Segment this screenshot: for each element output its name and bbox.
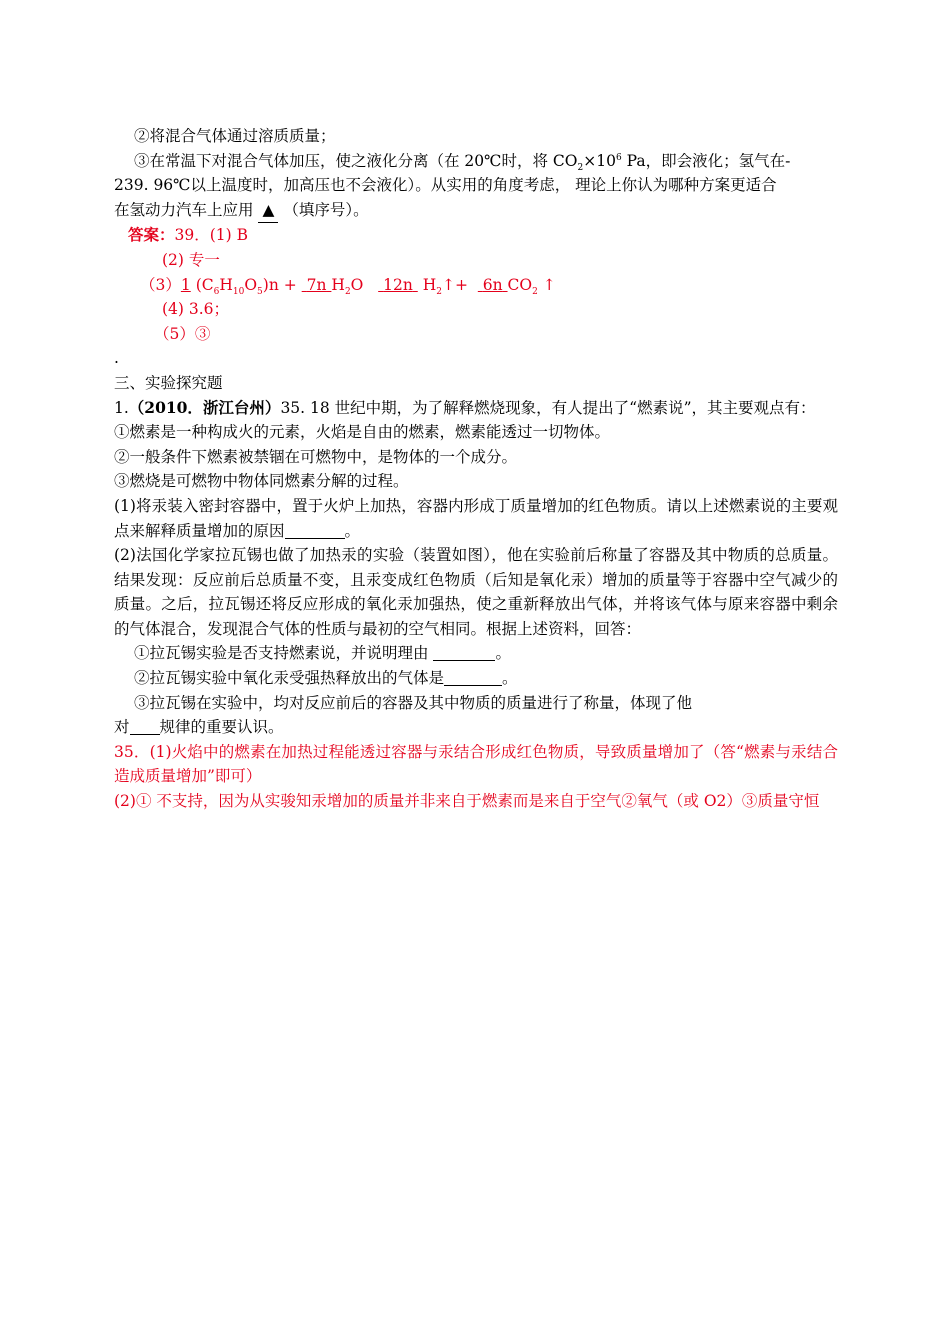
text: 规律的重要认识。 <box>159 718 284 737</box>
text: 对 <box>114 718 130 737</box>
subscript: 2 <box>532 286 538 297</box>
text: （填序号）。 <box>283 200 369 219</box>
text: （3） <box>140 275 181 294</box>
upper-item-2: ②将混合气体通过溶质质量； <box>134 127 336 145</box>
text: (1)将汞装入密封容器中，置于火炉上加热，容器内形成丁质量增加的红色物质。请以上述燃素说的主要观点来解释质量增加的原因 <box>114 496 838 540</box>
upper-item-3-line-3 <box>114 198 838 224</box>
coefficient: 7n <box>306 275 327 294</box>
question-1-point-2: ②一般条件下燃素被禁锢在可燃物中，是物体的一个成分。 <box>114 447 518 466</box>
document-page <box>114 124 838 814</box>
text: ③在常温下对混合气体加压，使之液化分离（在 20℃时，将 CO <box>134 151 578 170</box>
text: O <box>350 275 364 294</box>
question-1-sub-2-item-3-line-2 <box>114 715 838 740</box>
text: O <box>244 275 258 294</box>
answer-label: 答案： <box>128 225 175 245</box>
section-title: 三、实验探究题 <box>114 373 223 392</box>
coefficient: 1 <box>180 275 191 294</box>
question-1-answer-1: 35．(1)火焰中的燃素在加热过程能透过容器与汞结合形成红色物质，导致质量增加了（答“燃素与汞结合造成质量增加”即可） <box>114 742 838 786</box>
subscript: 10 <box>232 286 245 297</box>
question-1-point-1: ①燃素是一种构成火的元素，火焰是自由的燃素，燃素能透过一切物体。 <box>114 423 611 442</box>
answer-blank[interactable] <box>444 669 502 686</box>
text: ×10 <box>583 151 616 170</box>
question-1-sub-1 <box>114 494 838 543</box>
text: 。 <box>344 521 361 540</box>
text: Pa，即会液化；氢气在- <box>621 151 791 170</box>
question-number: 1. <box>114 398 129 417</box>
question-1-intro <box>114 396 838 421</box>
upper-item-3-line-1 <box>114 149 838 174</box>
text: ↑+ <box>441 275 468 294</box>
subscript: 2 <box>577 162 584 173</box>
text: ②拉瓦锡实验中氧化汞受强热释放出的气体是 <box>134 669 445 688</box>
text: (C <box>195 275 214 294</box>
text: 35. 18 世纪中期，为了解释燃烧现象，有人提出了“燃素说”，其主要观点有： <box>280 398 816 417</box>
text: )n + <box>262 275 297 294</box>
question-1-sub-2-item-2 <box>114 666 838 691</box>
answer-1: 39．(1) B <box>174 226 249 245</box>
question-source: （2010．浙江台州） <box>128 397 281 417</box>
answer-line-2: (2) 专一 <box>162 250 220 269</box>
subscript: 5 <box>257 286 263 297</box>
text: H <box>422 275 437 294</box>
question-1-answer-2: (2)① 不支持，因为从实骏知汞增加的质量并非来自于燃素而是来自于空气②氧气（或 O2）③质量守恒 <box>114 792 820 811</box>
triangle-blank-mark: ▲ <box>258 198 278 224</box>
answer-line-3-equation <box>114 273 838 298</box>
subscript: 6 <box>213 286 220 297</box>
question-1-sub-2: (2)法国化学家拉瓦锡也做了加热汞的实验（装置如图），他在实验前后称量了容器及其中物质的总质量。结果发现：反应前后总质量不变，且汞变成红色物质（后知是氧化汞）增加的质量等于容器中空气减少的质量。之后，拉瓦锡还将反应形成的氧化汞加强热，使之重新释放出气体，并将该气体与原来容器中剩余的气体混合，发现混合气体的性质与最初的空气相同。根据上述资料，回答： <box>114 546 838 638</box>
answer-line-5: （5）③ <box>154 324 211 343</box>
answer-blank[interactable] <box>285 522 345 539</box>
text: 。 <box>495 644 511 663</box>
answer-blank[interactable] <box>130 718 160 735</box>
text: ①拉瓦锡实验是否支持燃素说，并说明理由 <box>134 644 429 663</box>
answer-blank[interactable] <box>433 644 495 661</box>
text: 。 <box>502 669 518 688</box>
subscript: 2 <box>436 286 442 297</box>
coefficient: 6n <box>482 275 503 294</box>
stray-dot: . <box>114 349 119 368</box>
text: ↑ <box>542 275 556 294</box>
coefficient: 12n <box>383 275 413 294</box>
answer-line-1 <box>114 223 838 248</box>
question-1-point-3: ③燃烧是可燃物中物体同燃素分解的过程。 <box>114 472 409 491</box>
upper-item-3-line-2: 239. 96℃以上温度时，加高压也不会液化）。从实用的角度考虑， 理论上你认为哪种方案更适合 <box>114 176 777 195</box>
question-1-sub-2-item-1 <box>114 641 838 666</box>
superscript: 6 <box>615 152 622 163</box>
text: H <box>219 275 233 294</box>
subscript: 2 <box>344 286 351 297</box>
question-1-sub-2-item-3: ③拉瓦锡在实验中，均对反应前后的容器及其中物质的质量进行了称量，体现了他 <box>134 693 693 712</box>
text: H <box>331 275 345 294</box>
text: 在氢动力汽车上应用 <box>114 200 254 219</box>
answer-line-4: (4) 3.6； <box>162 300 230 319</box>
text: CO <box>507 275 533 294</box>
